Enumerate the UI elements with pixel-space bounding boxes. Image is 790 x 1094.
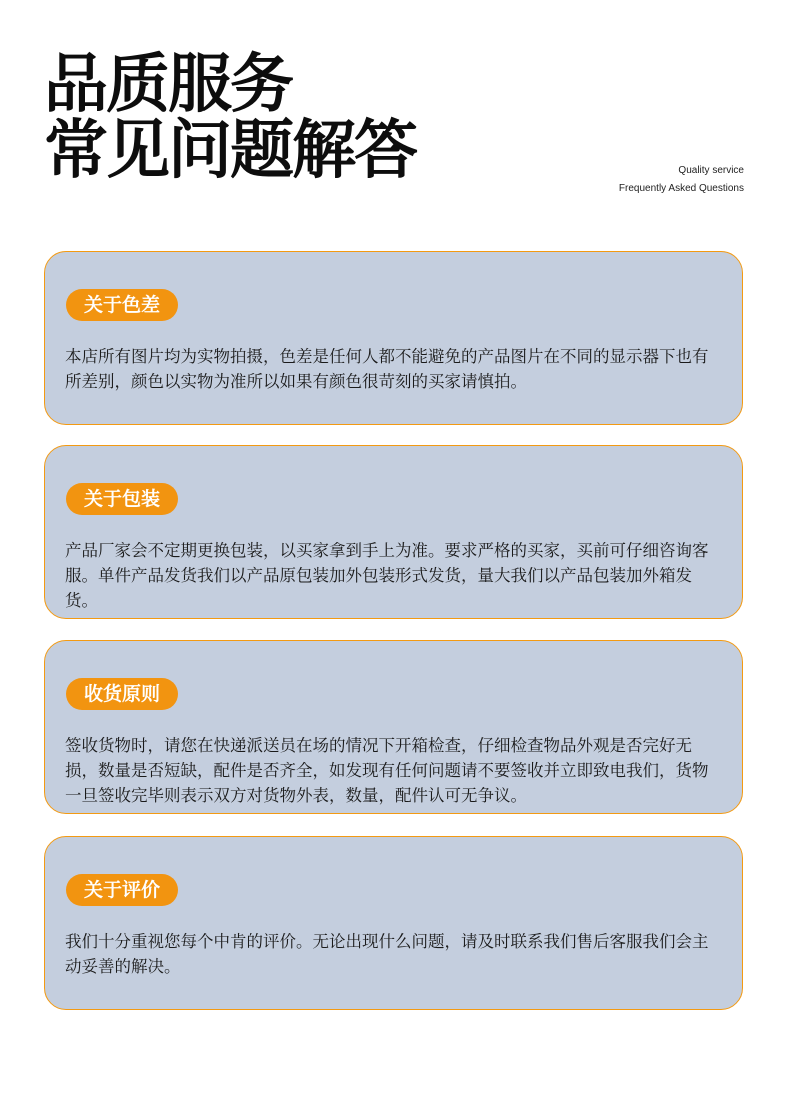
faq-badge-packaging: 关于包装: [66, 483, 178, 515]
page-title: [44, 48, 416, 188]
subtitle-line-2: Frequently Asked Questions: [618, 183, 744, 194]
page-title-line-2: 常见问题解答: [44, 114, 416, 188]
subtitle-line-1: Quality service: [678, 165, 744, 176]
page-title-line-1: 品质服务: [44, 48, 292, 122]
faq-card-receiving: [44, 640, 743, 814]
faq-text-receiving: 签收货物时，请您在快递派送员在场的情况下开箱检查，仔细检查物品外观是否完好无损，数量是否短缺，配件是否齐全，如发现有任何问题请不要签收并立即致电我们，货物一旦签收完毕则表示双方对货物外表，数量，配件认可无争议。: [65, 736, 709, 805]
faq-card-reviews: [44, 836, 743, 1010]
faq-text-color-difference: 本店所有图片均为实物拍摄，色差是任何人都不能避免的产品图片在不同的显示器下也有所差别，颜色以实物为准所以如果有颜色很苛刻的买家请慎拍。: [65, 347, 709, 391]
page-subtitle: [619, 162, 744, 198]
faq-text-packaging: 产品厂家会不定期更换包装，以买家拿到手上为准。要求严格的买家，买前可仔细咨询客服。单件产品发货我们以产品原包装加外包装形式发货，量大我们以产品包装加外箱发货。: [65, 541, 709, 610]
faq-text-reviews: 我们十分重视您每个中肯的评价。无论出现什么问题，请及时联系我们售后客服我们会主动妥善的解决。: [65, 932, 709, 976]
faq-card-color-difference: [44, 251, 743, 425]
faq-card-packaging: [44, 445, 743, 619]
faq-badge-reviews: 关于评价: [66, 874, 178, 906]
faq-badge-color-difference: 关于色差: [66, 289, 178, 321]
faq-badge-receiving: 收货原则: [66, 678, 178, 710]
